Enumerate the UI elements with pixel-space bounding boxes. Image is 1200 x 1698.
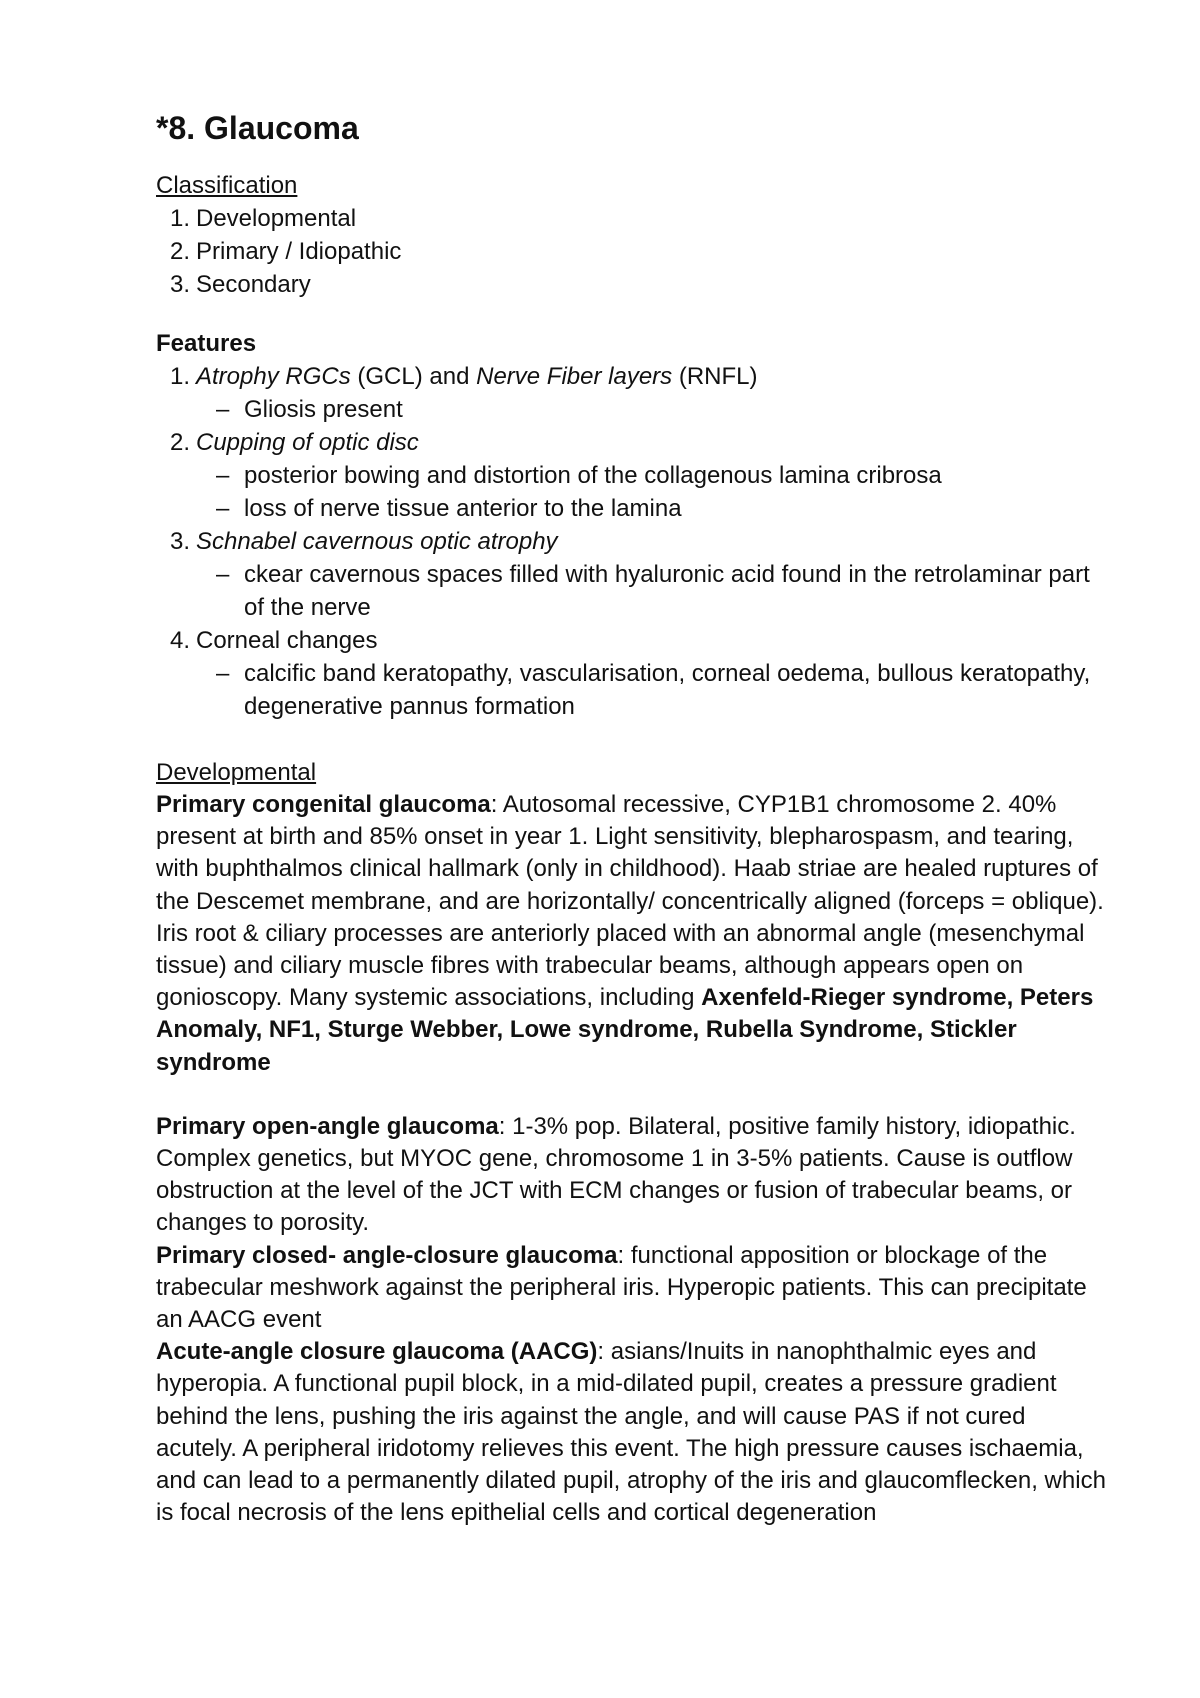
pcag-paragraph: Primary closed- angle-closure glaucoma: functional apposition or blockage of the trabecular meshwork against the peripheral iris. Hyperopic patients. This can precipitate an AACG event — [156, 1241, 1087, 1334]
primary-congenital-glaucoma-paragraph: Primary congenital glaucoma: Autosomal recessive, CYP1B1 chromosome 2. 40% present at birth and 85% onset in year 1. Light sensitivity, blepharospasm, and tearing, with buphthalmos clinical hallmark (only in childhood). Haab striae are healed ruptures of the Descemet membrane, and are horizontally/ concentrically aligned (forceps = oblique). Iris root & ciliary processes are anteriorly placed with an abnormal angle (mesenchymal tissue) and ciliary muscle fibres with trabecular beams, although appears open on gonioscopy. Many systemic associations, including Axenfeld-Rieger syndrome, Peters Anomaly, NF1, Sturge Webber, Lowe syndrome, Rubella Syndrome, Stickler syndrome — [156, 791, 1104, 1076]
feature-subitem: – calcific band keratopathy, vascularisation, corneal oedema, bullous keratopathy, degenerative pannus formation — [216, 660, 1091, 720]
classification-item: 3. Secondary — [170, 271, 311, 298]
feature-item: 4. Corneal changes — [170, 627, 378, 654]
page-title: *8. Glaucoma — [156, 110, 359, 146]
classification-heading: Classification — [156, 172, 298, 199]
features-heading: Features — [156, 330, 257, 357]
feature-item: 2. Cupping of optic disc — [170, 429, 419, 456]
poag-paragraph: Primary open-angle glaucoma: 1-3% pop. Bilateral, positive family history, idiopathic. Complex genetics, but MYOC gene, chromosome 1 in 3-5% patients. Cause is outflow obstruction at the level of the JCT with ECM changes or fusion of trabecular beams, or changes to porosity. — [156, 1112, 1076, 1237]
feature-subitem: – loss of nerve tissue anterior to the lamina — [216, 495, 682, 522]
document-body — [156, 108, 1106, 1529]
classification-item: 2. Primary / Idiopathic — [170, 238, 402, 265]
feature-subitem: – ckear cavernous spaces filled with hyaluronic acid found in the retrolaminar part of the nerve — [216, 561, 1090, 621]
feature-item: 3. Schnabel cavernous optic atrophy — [170, 528, 558, 555]
feature-subitem: – posterior bowing and distortion of the collagenous lamina cribrosa — [216, 462, 942, 489]
aacg-paragraph: Acute-angle closure glaucoma (AACG): asians/Inuits in nanophthalmic eyes and hyperopia. A functional pupil block, in a mid-dilated pupil, creates a pressure gradient behind the lens, pushing the iris against the angle, and will cause PAS if not cured acutely. A peripheral iridotomy relieves this event. The high pressure causes ischaemia, and can lead to a permanently dilated pupil, atrophy of the iris and glaucomflecken, which is focal necrosis of the lens epithelial cells and cortical degeneration — [156, 1338, 1106, 1527]
developmental-heading: Developmental — [156, 759, 317, 786]
feature-subitem: – Gliosis present — [216, 396, 403, 423]
feature-item: 1. Atrophy RGCs (GCL) and Nerve Fiber layers (RNFL) — [170, 363, 758, 390]
classification-item: 1. Developmental — [170, 205, 357, 232]
